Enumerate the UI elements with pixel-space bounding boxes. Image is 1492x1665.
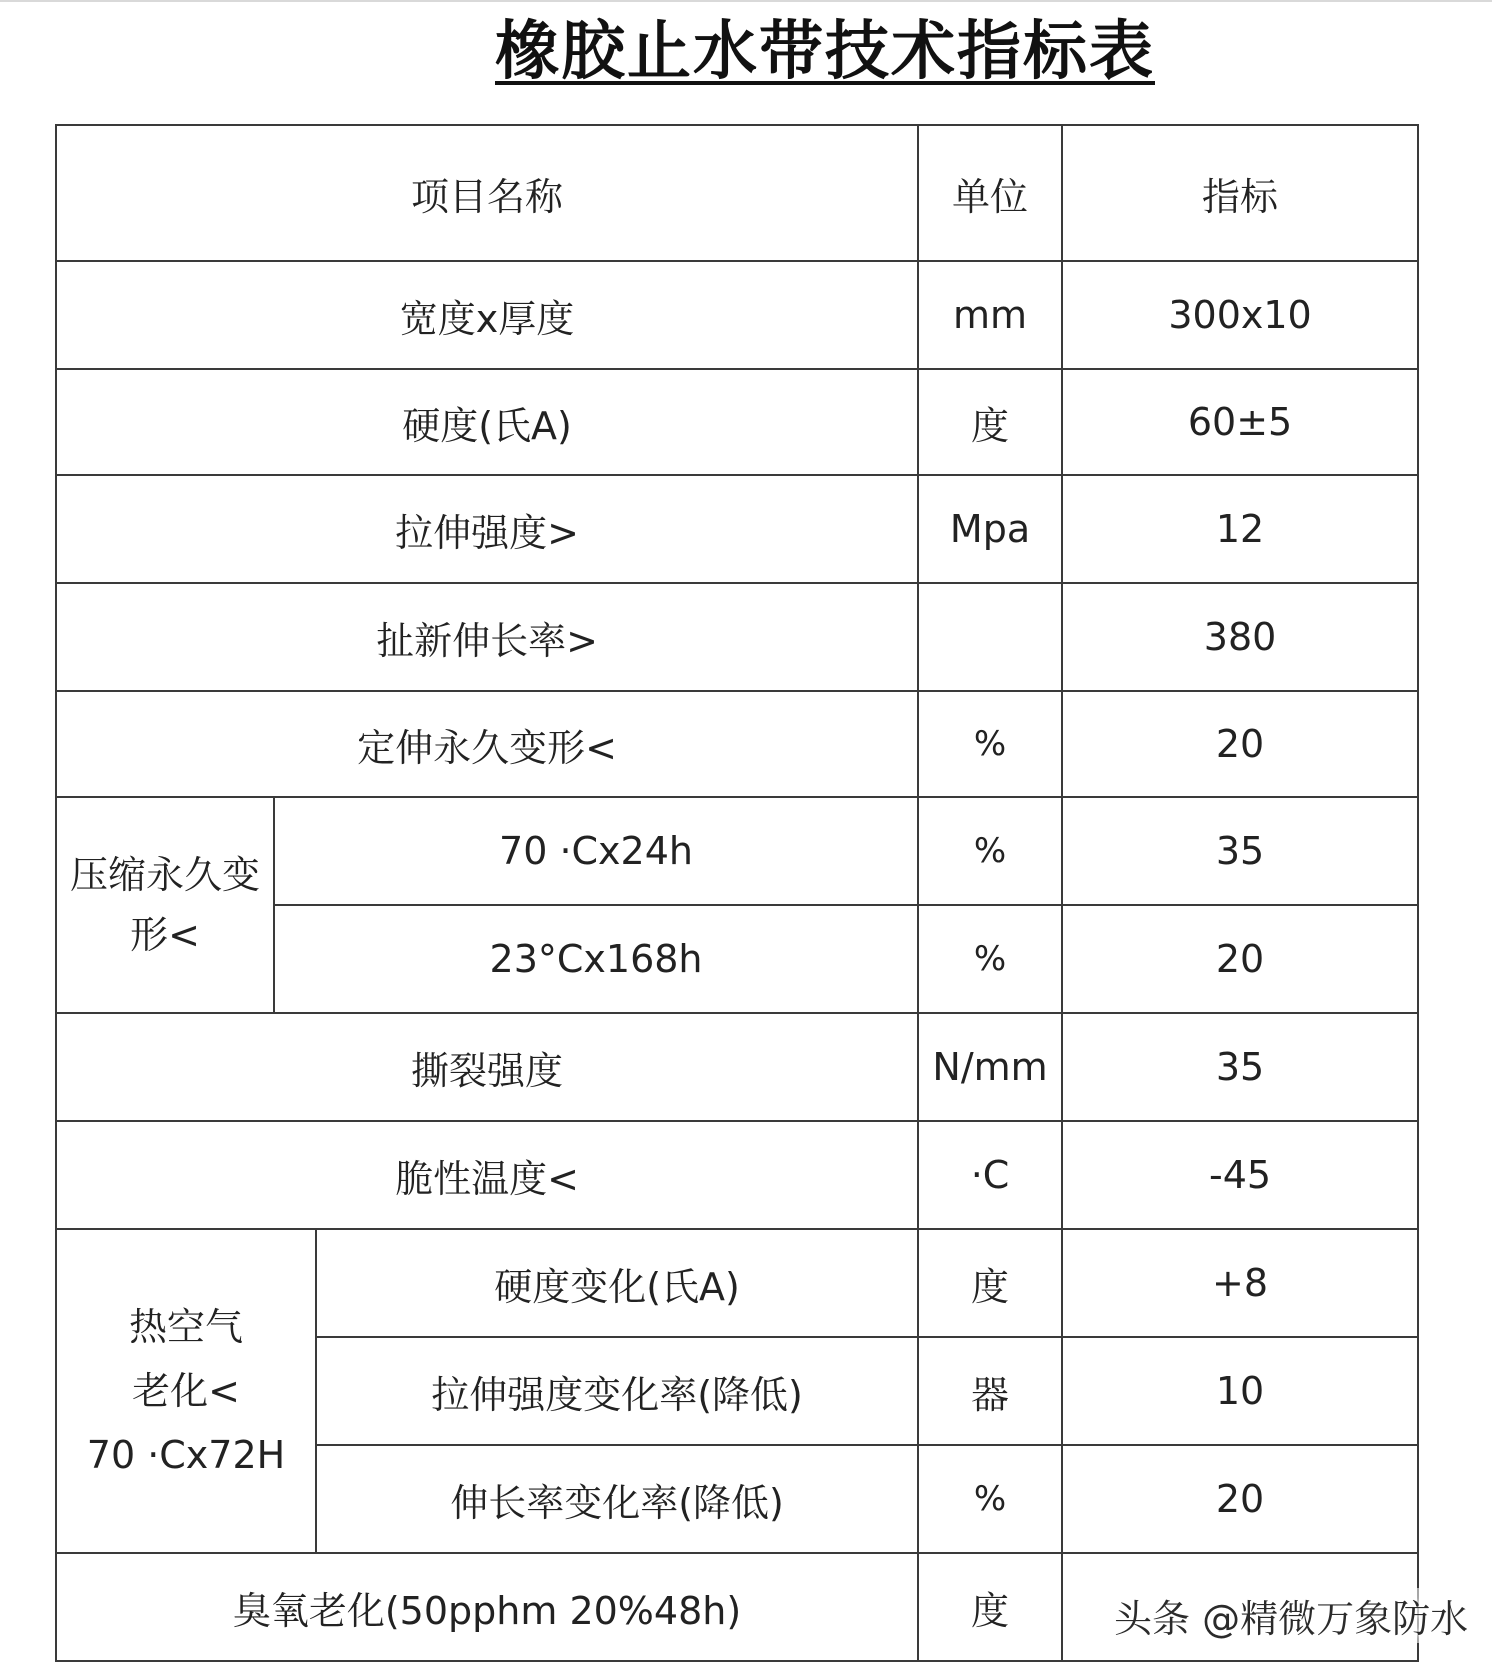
row-item: 撕裂强度	[56, 1013, 918, 1121]
row-unit: %	[918, 905, 1062, 1013]
row-item: 扯新伸长率>	[56, 583, 918, 691]
table-row	[56, 369, 1418, 475]
row-unit: ·C	[918, 1121, 1062, 1229]
watermark-text: 头条 @精微万象防水	[1108, 1588, 1474, 1643]
row-unit: 度	[918, 369, 1062, 475]
header-unit: 单位	[918, 125, 1062, 261]
row-value: 35	[1062, 1013, 1418, 1121]
aging-label-line2: 老化<	[132, 1369, 240, 1413]
row-value: 300x10	[1062, 261, 1418, 369]
row-unit: %	[918, 691, 1062, 797]
top-border-line	[0, 0, 1492, 2]
row-value: +8	[1062, 1229, 1418, 1337]
row-unit: Mpa	[918, 475, 1062, 583]
row-item: 伸长率变化率(降低)	[316, 1445, 918, 1553]
row-unit: mm	[918, 261, 1062, 369]
aging-label-line1: 热空气	[128, 1305, 243, 1349]
row-unit: 度	[918, 1229, 1062, 1337]
row-value: 380	[1062, 583, 1418, 691]
row-unit: 度	[918, 1553, 1062, 1661]
row-item: 23°Cx168h	[274, 905, 918, 1013]
row-value: 20	[1062, 691, 1418, 797]
row-value: -45	[1062, 1121, 1418, 1229]
table-row	[56, 797, 1418, 905]
table-row	[56, 261, 1418, 369]
row-value: 20	[1062, 905, 1418, 1013]
row-unit: N/mm	[918, 1013, 1062, 1121]
table-row	[56, 583, 1418, 691]
row-item: 70 ·Cx24h	[274, 797, 918, 905]
header-value: 指标	[1062, 125, 1418, 261]
compression-group-label: 压缩永久变形<	[56, 797, 274, 1013]
row-item: 硬度变化(氏A)	[316, 1229, 918, 1337]
table-row	[56, 475, 1418, 583]
row-value: 20	[1062, 1445, 1418, 1553]
table-header-row	[56, 125, 1418, 261]
row-item: 宽度x厚度	[56, 261, 918, 369]
table-row	[56, 1121, 1418, 1229]
table-row	[56, 1013, 1418, 1121]
aging-group-label	[56, 1229, 316, 1553]
row-item: 硬度(氏A)	[56, 369, 918, 475]
aging-label-line3: 70 ·Cx72H	[86, 1433, 286, 1477]
table-row	[56, 1229, 1418, 1337]
row-unit	[918, 583, 1062, 691]
row-item: 脆性温度<	[56, 1121, 918, 1229]
row-unit: %	[918, 1445, 1062, 1553]
row-unit: %	[918, 797, 1062, 905]
spec-table	[55, 124, 1419, 1662]
row-unit: 器	[918, 1337, 1062, 1445]
row-item: 拉伸强度>	[56, 475, 918, 583]
table-row	[56, 691, 1418, 797]
row-item: 定伸永久变形<	[56, 691, 918, 797]
header-item: 项目名称	[56, 125, 918, 261]
row-item: 臭氧老化(50pphm 20%48h)	[56, 1553, 918, 1661]
document-title: 橡胶止水带技术指标表	[495, 15, 1155, 89]
row-value: 12	[1062, 475, 1418, 583]
row-value: 10	[1062, 1337, 1418, 1445]
row-item: 拉伸强度变化率(降低)	[316, 1337, 918, 1445]
row-value: 60±5	[1062, 369, 1418, 475]
row-value: 35	[1062, 797, 1418, 905]
